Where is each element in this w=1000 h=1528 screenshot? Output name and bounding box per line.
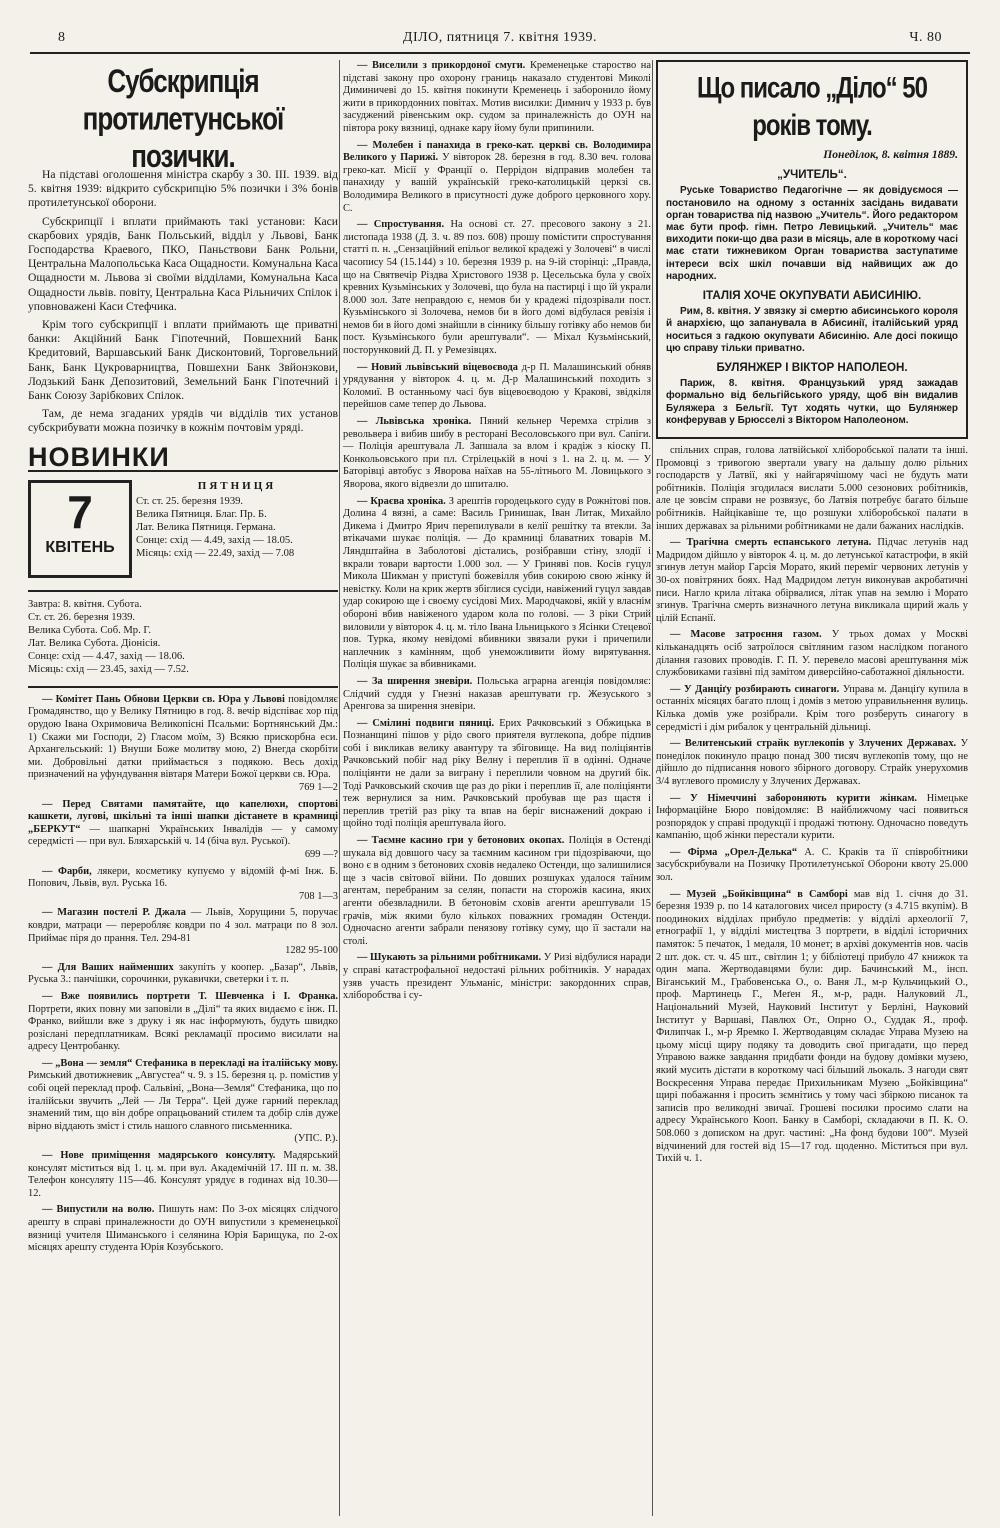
news-item (656, 793, 968, 843)
news-item (656, 537, 968, 625)
novinky-heading: НОВИНКИ (28, 441, 170, 472)
news-item-text: Пяний кельнер Черемха стрілив з револьвера і вибив шибу в ресторані Весоловського при вул. Сапіги. — Поліція арештувала Л. Запшала за влом і крадіж з кіоску П. Конкольовського при пл. Стрілецькій в ночі з 1. на 2. ц. м. — У Баторівці автобус з Яворова наїхав на 55-літнього М. Ловицького з Яворова, якого відвезли до шпиталю. (343, 416, 651, 490)
news-item-text: повідомляє Громадянство, що у Велику Пятницю в год. 8. вечір відспіває хор під орудою Івана Охримовича Великопісні Псальми: Бортнянський Дм.: 1) Скажи ми Господи, 2) Гласом моїм, 3) Всякю прискорбна еси. Архангельський: 1) Внуши Боже молитву мою, 2) Внегда скорбіти ми. Добровільні датки приймається з подякою. Весь дохід призначений на уфундування вівтаря Матери Божої церкви св. Юра. (28, 693, 338, 781)
subscription-paragraph: Там, де нема згаданих урядів чи відділів тих установ субскрибувати можна позичку в кожнім почтовім уряді. (28, 407, 338, 435)
news-item (28, 907, 338, 957)
ad-code: 699 —? (304, 848, 338, 860)
box-item-text: Париж, 8. квітня. Французький уряд зажадав формально від бельгійського уряду, щоб він видалив Буляжера з Бельгії. Тут ходять чутки, що Булянжер конферував у Брюсселі з Віктором Наполеоном. (666, 378, 958, 426)
column-2 (343, 60, 651, 1007)
news-item-text: — шапкарні Українських Інвалідів — у самому середмісті — при вул. Бляхарській ч. 14 (біча вул. Руської). (28, 823, 338, 848)
tomorrow-line: Велика Субота. Соб. Мр. Г. (28, 624, 151, 636)
news-item (28, 866, 338, 904)
subscription-paragraph: Крім того субскрипції і вплати приймають ще приватні банки: Акційний Банк Гіпотечний, Повшехний Банк Кредитовий, Варшавський Банк Дисконтовий, Торговельний Банк, Банк Цукроварництва, Повшехни Банк Звйонзкови, Лодзький Банк Депозитовий, Земельний Банк Гіпотечний і Банк Союзу Зарібкових Спілок. (28, 318, 338, 403)
col2-news-list (343, 60, 651, 1003)
news-item-text: — Львів, Хорущини 5, поручає ковдри, матраци — переробляє ковдри по 4 зол. матраци по 8 зол. Приймає піря до прання. Тел. 294-81 (28, 907, 338, 944)
box-item-heading: ІТАЛІЯ ХОЧЕ ОКУПУВАТИ АБИСИНІЮ. (702, 289, 922, 303)
news-item (28, 1150, 338, 1200)
tomorrow-line: Ст. ст. 26. березня 1939. (28, 611, 136, 623)
news-item-lead: — За ширення зневіри. (357, 675, 473, 687)
news-item-text: Управа м. Данціґу купила в останніх місяцях багато площ і домів з метою управильнення вулиць. Кілька домів уже розібрали. Крім того розберуть синагогу в середмісті і дім рибалок у центральній дільниці. (656, 683, 968, 733)
news-item-lead: — Львівська хроніка. (357, 416, 472, 428)
news-item (343, 60, 651, 136)
news-item-lead: — Трагічна смерть еспанського летуна. (670, 537, 872, 549)
news-item (343, 362, 651, 412)
ad-code: 708 1—3 (299, 890, 338, 902)
tomorrow-block (28, 598, 338, 676)
column-3 (656, 60, 968, 1170)
column-1 (28, 60, 338, 1259)
col3-news-list (656, 445, 968, 1166)
news-item-lead: — Фарби, (42, 865, 92, 877)
news-item (28, 799, 338, 862)
news-item (656, 684, 968, 734)
news-item-text: На основі ст. 27. пресового закону з 21. листопада 1938 (Д. З. ч. 89 поз. 608) прошу помістити спростування статті п. н. „Сензаційний епільог великої крадежі у Золочеві“ в числі часопису 54 (15.144) з 10. березня 1939 р. на 9-ій сторінці: „Правда, що на Святвечір Різдва Христового 1938 р. Цесельська була у своїх кревних Кузьмінських у Золочеві, що була на пастирці і що їй украли 8.000 зол. Зате неправдою є, немов би у крадежі підозрівали пост. Кузьмінського зі Золочева, немов би в його домі відбулася ревізія і немов би в його домі знайшли в сіннику більшу готівку або немов би пост. Кузьмінського були арештували“. — Міхал Кузьмінський, посторунковий Д. П. у Ремезівцях. (343, 219, 651, 357)
ad-code: 769 1—2 (299, 782, 338, 794)
news-item-text: д-р П. Малашинський обняв урядування у вівторок 4. ц. м. Д-р Малашинський походить з Коломиї. В останньому часі був віцевоєводою у Кракові, звідкіля перейшов саме тепер до Львова. (343, 361, 651, 411)
news-item (656, 889, 968, 1166)
calendar-month: КВІТЕНЬ (45, 538, 115, 556)
news-item-text: Поліція в Остенді шукала від довшого часу за таємним касином гри підозріваючи, що воно є в одним з бетонових сховів недалеко Остенди, що залишилися ще з часів світової війни. По довших розшуках удалося таїним агентам, перебраним за селян, попасти на сторожів касина, яких агенти обезвладнили. В бетоновім сховів агенти арештували 15 грачів, між якими було кількох поважних громадян Остенди. Одночасно агенти забрали пенязову готівку суму, що її застали на столі. (343, 835, 652, 947)
page-number: 8 (58, 30, 66, 45)
news-item-text: Ерих Рачковський з Обжицька в Познанщині пішов у рідо свого приятеля вуглекопа, добре підпив собі і викликав велику авантуру та збіговище. На вид поліціянтів Рачковський побіг над ріку Велну і переплив її в одінні. Одначе поліціянти не дали за виграну і переплили човном на другий бік. Тоді Рачковський скочив ще раз до ріки і переплив її, але поліціянти теж вернулися за ним. Рачковський пробував ще раз щастя і переплив третій раз ріку та впав на беріг виснажений докраю і щойно тоді поліція арештувала його. (343, 717, 651, 830)
news-item-lead: — Музей „Бойківщина“ в Самборі (670, 888, 848, 900)
news-item-text: Римський двотижневик „Августеа“ ч. 9. з 15. березня ц. р. помістив у собі оцей переклад проф. Сальвіні, „Вона—Земля“ Стефаника, що по італійськи звучить „Лей — Ля Терра“. Цей дуже гарний переклад знамений тим, що він добре опрацьований стилем та добір слів дуже вірно віддають зміст і стиль нашого славного письменника. (28, 1070, 338, 1132)
news-item (343, 952, 651, 1002)
news-item-lead: — Магазин постелі Р. Джала (42, 907, 186, 919)
news-item-text: Мадярський консулят міститься від 1. ц. м. при вул. Академічній 17. ІІІ п. м. 38. Телефон консуляту 115—46. Консулят урядує в годинах від 10.30—12. (28, 1150, 338, 1199)
news-item (343, 219, 651, 358)
column-divider (339, 60, 340, 1516)
calendar-info (136, 480, 338, 560)
fifty-years-title: Що писало „Діло“ 50 років тому. (697, 71, 927, 143)
news-item (343, 496, 651, 672)
news-item (28, 694, 338, 795)
news-item-text: лякери, косметику купуємо у відомій ф-мі Інж. Б. Попович, Львів, вул. Руська 16. (28, 865, 338, 890)
box-item-heading: „УЧИТЕЛЬ“. (777, 168, 847, 182)
tomorrow-line: Сонце: схід — 4.47, захід — 18.06. (28, 650, 185, 662)
page-header (30, 28, 970, 54)
calendar-day: 7 (67, 485, 93, 538)
fifty-years-items (666, 168, 958, 427)
news-item-lead: — Молебен і панахида в греко-кат. церкві св. Володимира Великого у Парижі. (343, 139, 651, 164)
news-item-text: Польська аграрна агенція повідомляє: Слідчий суддя у Гнезні наказав арештувати гр. Жезуського з Аренгова за ширення зневіри. (343, 675, 651, 713)
date-box (28, 480, 132, 578)
news-item (28, 1058, 338, 1146)
news-item (28, 991, 338, 1054)
tomorrow-line: Місяць: схід — 23.45, захід — 7.52. (28, 663, 189, 675)
news-item (28, 1204, 338, 1254)
box-item-text: Руське Товариство Педагогічне — як довідуємося — постановило на одному з останніх засідань видавати орган товариства під назвою „Учитель“. Його редактором має бути проф. гімн. Петро Левицький. „Учитель“ має виходити поки-що два рази в місяць, але в короткому часі має стати тижневиком Орган товариства заступатиме інтереси всіх шкіл почавши від найвищих аж до народних. (666, 185, 958, 282)
subscription-title: Субскрипція протилетунської позички. (82, 62, 284, 175)
news-item-text: А. С. Краків та її співробітники засубскрибували на Позичку Протилетунської Оборони квоту 25.000 зол. (656, 846, 968, 884)
news-item-text: У вівторок 28. березня в год. 8.30 веч. голова греко-кат. Місії у Франції о. Перрідон відправив молебен та панахиду у вашій українській греко-католицькій церкзі св. Володимира Великого в присутності дуже доброго церковного хору. С. (343, 152, 652, 214)
news-item-lead: — Таємне касино гри у бетонових окопах. (357, 835, 565, 847)
ad-code: (УПС. Р.). (294, 1133, 338, 1145)
subscription-paragraph: На підставі оголошення міністра скарбу з 30. III. 1939. від 5. квітня 1939: відкрито субскрипцію 5% позички і 3% бонів протилетунської оборони. (28, 168, 338, 210)
news-item (343, 140, 651, 216)
news-item-lead: — Шукають за рільними робітниками. (357, 952, 542, 964)
section-rule (28, 686, 338, 688)
news-item (343, 416, 651, 492)
news-item-lead: — Новий львівський віцевоєвода (357, 361, 518, 373)
news-item-lead: — Фірма „Орел-Делька“ (670, 846, 798, 858)
news-item-lead: — Комітет Пань Обнови Церкви св. Юра у Львові (42, 693, 285, 705)
news-item-text: спільних справ, голова латвійської хліборобської палати та інші. Промовці з тривогою звертали увагу на дальшу долю рільних господарств у Латвії, які у найгарячішому часі не будуть мати робітників. Поліція згодилася вислати 5.000 сезонових робітників, але це зовсім справи не розвязує, бо Латвія потребує багато більше робітників. Найцікавіше те, що розшуки хліборобської палати в інших державах за рільними робітниками не дали бажаних наслідків. (656, 445, 968, 532)
news-item-lead: — Велитенський страйк вуглекопів у Злучених Державах. (670, 738, 957, 750)
calendar-line: Сонце: схід — 4.49, захід — 18.05. (136, 534, 293, 546)
news-item-lead: — Для Ваших найменших (42, 961, 174, 973)
news-item-text: У трьох домах у Москві кільканадцять осіб затроїлося світляним газом наслідком поганого ділання газових проводів. Г. П. У. перевело масові арештування між службовиками газівні під замітом диверсійно-саботажної діяльности. (656, 629, 968, 679)
news-item-lead: — Спростування. (357, 219, 445, 231)
news-item-text: З арештів городецького суду в Рожнітові пов. Долина 4 вязні, а саме: Василь Гринишак, Іван Литак, Михайло Дикема і Дмитро Ярич перепилували в келії решітку та втекли. За втікачами шукає поліція. — До крамниці блаватних товарів М. Ляндштайна в Заболотові дістались, розібравши стіну, злодії і вкрали товари вартости 1.000 зол. — У Гриняві пов. Косів гуцул Микола Шикман у приступі божевілля убив сокирою свою жінку й невістку. Коли на крик жертв збіглися сусіди, навіжений гуцул завдав удар сокирою ще і своєму сусідові Мих. Мародчакові, якій у власнім обороні вбив навіженого ударом кола по голові. — З ріки Стрий виловили у вівторок 4. ц. м. тіло Івана Ільницького з Ясінки Стецевої пов. Турка, якому невідомі вбивники звязали руки і причепили наплечник з камінням, щоб унеможливити йому вирятування. Поліція шукає за вбивниками. (343, 495, 651, 671)
news-item (28, 962, 338, 987)
column-divider (652, 60, 653, 1516)
news-item-text: закупіть у коопер. „Базар“, Львів, Руська 3.: панчішки, сорочинки, рукавички, светерки і т. п. (28, 961, 338, 986)
col1-news-list (28, 694, 338, 1255)
news-item (656, 629, 968, 679)
calendar-line: Ст. ст. 25. березня 1939. (136, 495, 244, 507)
news-item-lead: — „Вона — земля“ Стефаника в перекладі на італійську мову. (42, 1057, 338, 1069)
news-item (656, 445, 968, 533)
news-item-text: Німецьке Інформаційне Бюро повідомляє: В найближчому часі появиться розпорядок у справі продукції і продажі тютюну. Одночасно поведуть кампанію, щоб жінки перестали курити. (656, 792, 968, 842)
news-item-lead: — У Німеччині забороняють курити жінкам. (670, 792, 918, 804)
tomorrow-line: Лат. Велика Субота. Діонісія. (28, 637, 161, 649)
calendar-line: Місяць: схід — 22.49, захід — 7.08 (136, 547, 295, 559)
news-item (343, 718, 651, 831)
calendar-line: Велика Пятниця. Благ. Пр. Б. (136, 508, 267, 520)
news-item-text: Портрети, яких повну ми заповіли в „Ділі“ та яких видаємо є інж. П. Франко, вийшли вже з друку і як нас інформують, будуть швидко розіслані передплатникам. Всякі рекламації просимо висилати на адресу Центробанку. (28, 1003, 338, 1053)
news-item (656, 738, 968, 788)
calendar-line: Лат. Велика Пятниця. Германа. (136, 521, 276, 533)
issue-number: Ч. 80 (909, 30, 942, 45)
box-item-heading: БУЛЯНЖЕР І ВІКТОР НАПОЛЕОН. (716, 361, 908, 375)
masthead: ДІЛО, пятниця 7. квітня 1939. (402, 30, 598, 45)
calendar-weekday: ПЯТНИЦЯ (197, 479, 277, 492)
news-item-lead: — У Данціґу розбирають синагоги. (670, 683, 840, 695)
news-item-text: У понеділок покинуло працю понад 300 тисяч вуглекопів тому, що не дійшло до підписання нового збірного договору. Страйк унерухомив 3/4 вуглевого промислу у Злучених Державах. (656, 738, 968, 787)
news-item-lead: — Вже появились портрети Т. Шевченка і І. Франка. (42, 990, 338, 1002)
news-item (343, 676, 651, 714)
news-item-lead: — Смілині подвиги пяниці. (357, 717, 495, 729)
news-item-lead: — Перед Святами памятайте, що капелюхи, спортові кашкети, лугові, шкільні та інші шапки дістанете в крамниці „БЕРКУТ“ (28, 798, 338, 835)
box-item-text: Рим, 8. квітня. У звязку зі смертю абисинського короля й анархією, що запанувала в Абисинії, італійський уряд носиться з гадкою окупувати Абисинію. Але досі покищо цю справу тільки приватно. (666, 306, 958, 354)
tomorrow-line: Завтра: 8. квітня. Субота. (28, 598, 142, 610)
news-item-text: Пишуть нам: По 3-ох місяцях слідчого арешту в справі приналежности до ОУН випустили з кременецької вязниці учителя Шиманського і селянина Юрія Барищука, по 2-ох місяцях арешту студента Юрія Козубського. (28, 1204, 338, 1254)
news-item-text: Підчас летунів над Мадридом дійшло у вівторок 4. ц. м. до летунської катастрофи, в якій згинув летун майор Гарсія Морато, який переміг червоних летунів у 30-ох повітряних боях. Над Мадридом летун виконував акробатичні писи. Нагло крила літака обірвалися, літак упав на землю і Морато згинув. Трагічна смерть визначного летуна викликала щирий жаль у цілій Еспанії. (656, 537, 968, 624)
news-item (656, 847, 968, 885)
news-item-lead: — Нове приміщення мадярського консуляту. (42, 1150, 276, 1162)
calendar-block (28, 470, 338, 592)
news-item-lead: — Виселили з прикордоної смуги. (357, 60, 526, 71)
fifty-years-ago-box (656, 60, 968, 439)
news-item-text: У Ризі відбулися наради у справі катастрофальної недостачі рільних робітників. У нарадах узяв участь президент Ульманіс, міністри: закордонних справ, хліборобства і су- (343, 952, 651, 1002)
subscription-paragraph: Субскрипції і вплати приймають такі установи: Каси скарбових урядів, Банк Польський, відділ у Львові, Банк Господарства Краевого, ПКО, Паньствови Банк Рольни, Центральна Малопольська Каса Ощадности. Комунальна Каса Ощадности м. Львова зі своїми відділами, Комунальна Каса Ощадности львів. повіту, Центральна Каса Рільничих Спілок і уповноважені Каси Стефчика. (28, 214, 338, 313)
news-item (343, 835, 651, 948)
news-item-lead: — Краєва хроніка. (357, 495, 446, 507)
news-item-lead: — Масове затроєння газом. (670, 629, 822, 641)
ad-code: 1282 95-100 (285, 945, 338, 957)
fifty-years-date: Понеділок, 8. квітня 1889. (823, 148, 958, 161)
news-item-lead: — Випустили на волю. (42, 1204, 155, 1216)
news-item-text: Кременецьке староство на підставі закону про охорону границь наказало студентові Миколі Диминичеві до 15. квітня покинути Кременець і заборонило йому жити в прикордонних повітах. Мотив висилки: Димнич у 1933 р. був засуджений рівенським окр. судом за приналежність до ОУН на півтора року вязниці, однаке кару йому були припинили. (343, 60, 651, 134)
news-item-text: мав від 1. січня до 31. березня 1939 р. по 14 каталогових чисел приросту (з 4.715 вкупім). В поодиноких відділах прибуло предметів: у відділі археології 7, етнографії 1, у відділі мистецтва 3 портрети, в відділі історичних памяток: 5 печаток, 1 медаля, 10 монет; в архіві документів нов. часів 2 шт. док. ст. ч. 45 шт., світлин 1; у бібліотеці прибуло 47 книжок та один мапа. Жертводавцями були: дир. Бачинський М., інсп. Віганський М., Грабовенська О., о. Ваня Л., м-р Кульчицький О., проф. Мартинець Г., Меґен Я., м-р, радн. Налуковий Л., Національний Музей, Науковий Інститут у Берліні, Науковий Інститут у Варшаві, Павлюх От., Опрно О., Суддак Я., проф. Филипчак І., м-р Яремко І. Жертводавцям складає Управа Музею на цьому місці щиру подяку та доводить свої пригадати, що перед Управою важке завдання придбати фонди на будову домівки музею, який мусить дістати в короткому часі більший льокаль. З нагоди свят Воскресення Управа передає Прихильникам Музею „Бойківщина“ щирі побажання і просить зємнітись у тому часі збіркою писанок та записів про великодні звичаї. Грошеві посилки просимо слати на адресу Українського Кооп. Банку в Самборі, складаючи в П. К. О. 508.060 з дописком на друг. частині: „На фонд будови 100“. Музей відчинений для гостей від 15—17 год. щоденно. Міститься при вул. Тихій ч. 1. (656, 888, 968, 1165)
